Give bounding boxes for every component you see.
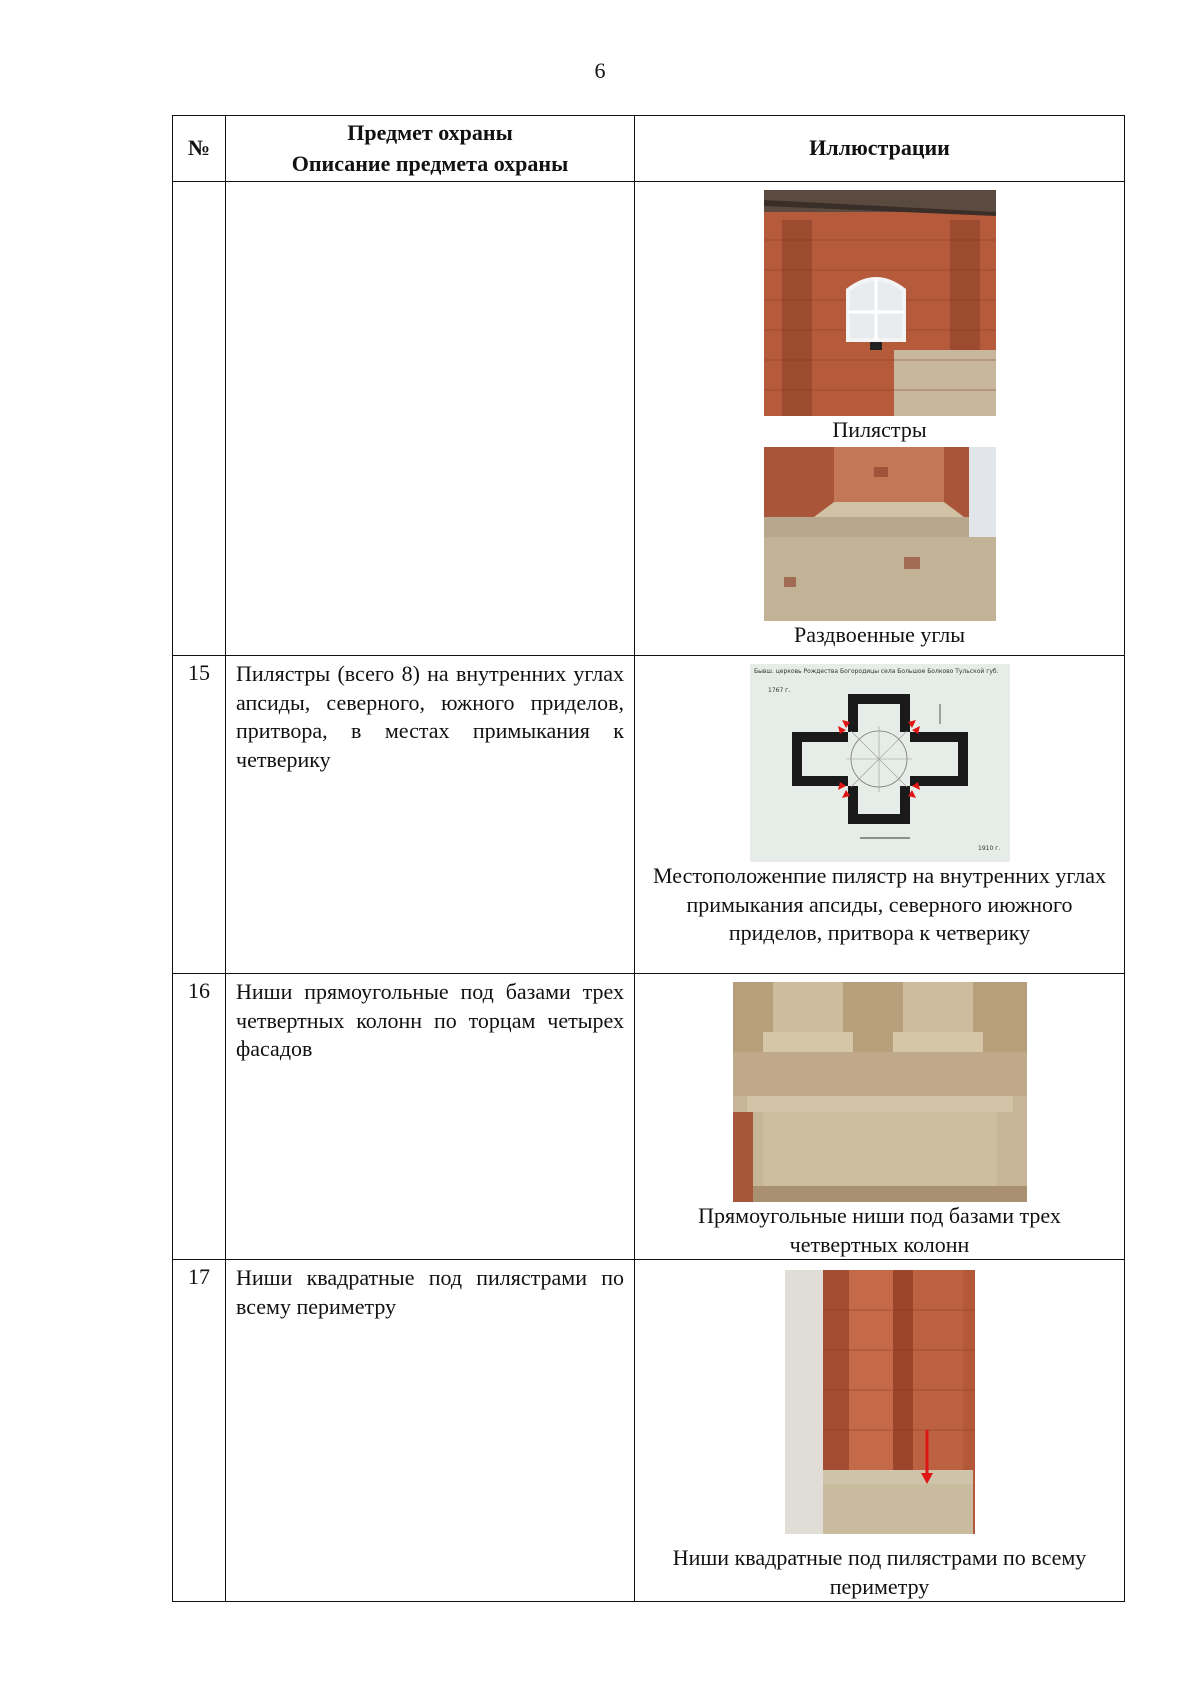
row-illustrations — [635, 1260, 1125, 1602]
row-num: 16 — [173, 974, 226, 1260]
header-subject-line1: Предмет охраны — [347, 119, 513, 145]
table-row — [173, 656, 1125, 974]
caption-rectangular-niches: Прямоугольные ниши под базами трех четвертных колонн — [698, 1203, 1061, 1257]
caption-plan: Местоположенпие пилястр на внутренних углах примыкания апсиды, северного июжного приделов, притвора к четверику — [653, 863, 1106, 946]
heritage-table — [172, 115, 1125, 1602]
row-description — [226, 182, 635, 656]
caption-split-corners: Раздвоенные углы — [793, 621, 965, 647]
row-illustrations — [635, 182, 1125, 656]
square-niches-photo — [785, 1270, 975, 1534]
plan-heading: Бывш. церковь Рождества Богородицы села Большое Болково Тульской губ. — [753, 668, 999, 675]
page-number: 6 — [594, 58, 606, 83]
caption-square-niches: Ниши квадратные под пилястрами по всему периметру — [672, 1545, 1087, 1599]
caption-pilasters: Пилястры — [832, 417, 927, 442]
plan-note: 1910 г. — [977, 845, 1000, 852]
rectangular-niches-photo — [733, 982, 1027, 1202]
row-description: Ниши квадратные под пилястрами по всему периметру — [226, 1260, 635, 1602]
plan-drawing — [750, 664, 1010, 862]
row-num: 15 — [173, 656, 226, 974]
table-row — [173, 974, 1125, 1260]
table-header-row — [173, 116, 1125, 182]
pilasters-photo — [764, 190, 996, 416]
row-illustrations — [635, 974, 1125, 1260]
table-row — [173, 1260, 1125, 1602]
split-corners-photo — [764, 447, 996, 621]
header-illustrations: Иллюстрации — [635, 116, 1125, 182]
plan-year: 1767 г. — [767, 687, 790, 694]
row-description: Ниши прямоугольные под базами трех четвертных колонн по торцам четырех фасадов — [226, 974, 635, 1260]
row-illustrations — [635, 656, 1125, 974]
header-subject-line2: Описание предмета охраны — [291, 150, 569, 176]
row-num — [173, 182, 226, 656]
row-num: 17 — [173, 1260, 226, 1602]
header-subject — [226, 116, 635, 182]
row-description: Пилястры (всего 8) на внутренних углах апсиды, северного, южного приделов, притвора, в местах примыкания к четверику — [226, 656, 635, 974]
header-num: № — [173, 116, 226, 182]
table-row — [173, 182, 1125, 656]
